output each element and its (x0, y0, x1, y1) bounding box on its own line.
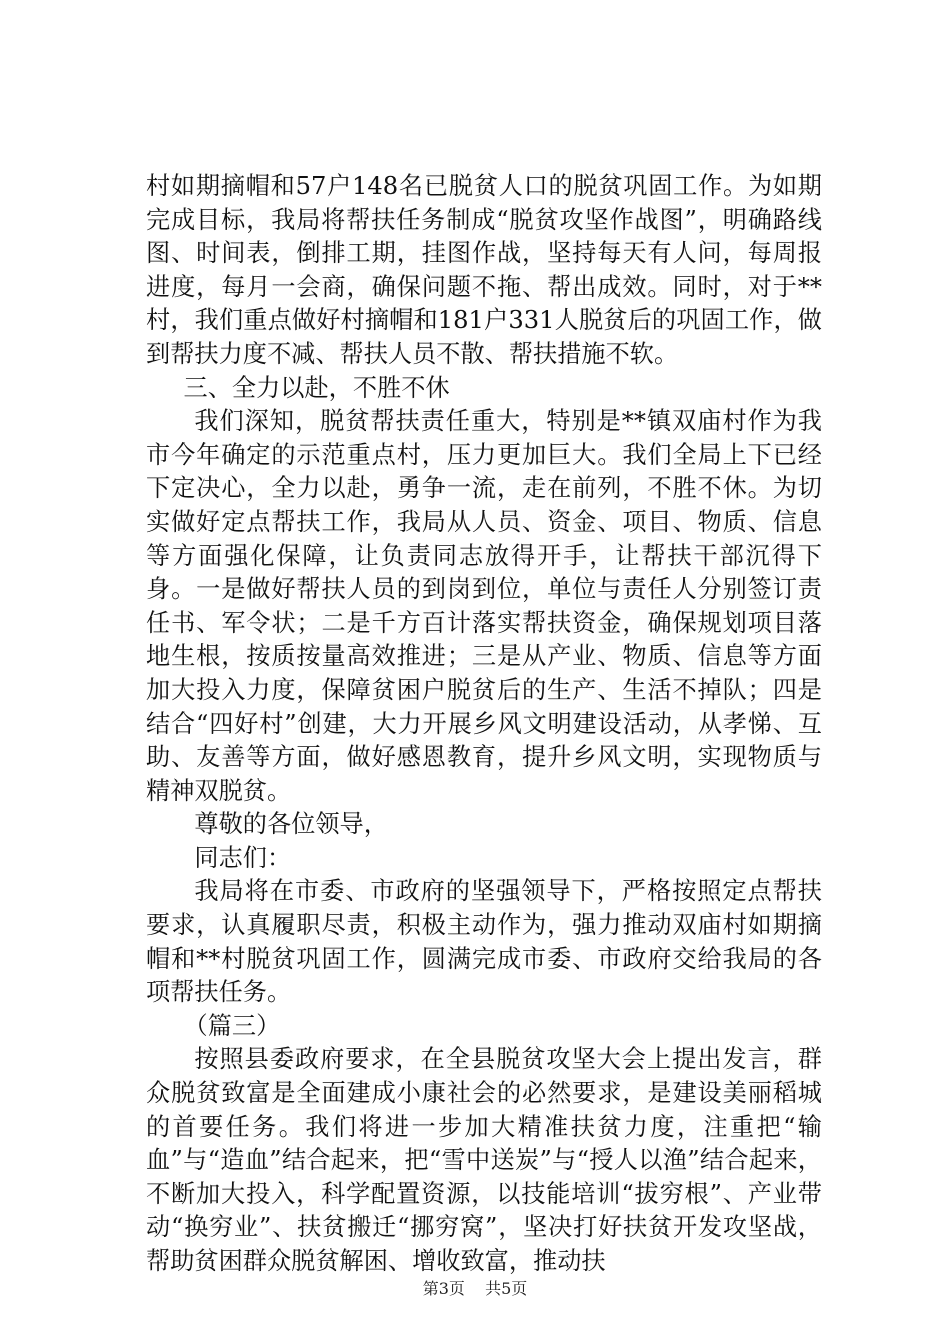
paragraph: 我们深知，脱贫帮扶责任重大，特别是**镇双庙村作为我市今年确定的示范重点村，压力更加巨大。我们全局上下已经下定决心，全力以赴，勇争一流，走在前列，不胜不休。为切实做好定点帮扶工作，我局从人员、资金、项目、物质、信息等方面强化保障，让负责同志放得开手，让帮扶干部沉得下身。一是做好帮扶人员的到岗到位，单位与责任人分别签订责任书、军令状；二是千方百计落实帮扶资金，确保规划项目落地生根，按质按量高效推进；三是从产业、物质、信息等方面加大投入力度，保障贫困户脱贫后的生产、生活不掉队；四是结合“四好村”创建，大力开展乡风文明建设活动，从孝悌、互助、友善等方面，做好感恩教育，提升乡风文明，实现物质与精神双脱贫。 (146, 407, 822, 805)
paragraph: 我局将在市委、市政府的坚强领导下，严格按照定点帮扶要求，认真履职尽责，积极主动作为，强力推动双庙村如期摘帽和**村脱贫巩固工作，圆满完成市委、市政府交给我局的各项帮扶任务。 (146, 877, 822, 1007)
document-body (146, 170, 822, 1279)
paragraph: 按照县委政府要求，在全县脱贫攻坚大会上提出发言，群众脱贫致富是全面建成小康社会的必然要求，是建设美丽稻城的首要任务。我们将进一步加大精准扶贫力度，注重把“输血”与“造血”结合起来，把“雪中送炭”与“授人以渔”结合起来，不断加大投入，科学配置资源，以技能培训“拔穷根”、产业带动“换穷业”、扶贫搬迁“挪穷窝”，坚决打好扶贫开发攻坚战，帮助贫困群众脱贫解困、增收致富，推动扶 (146, 1045, 822, 1275)
section-heading: 三、全力以赴，不胜不休 (183, 373, 450, 402)
page-total: 共5页 (485, 1279, 528, 1298)
page-footer (0, 1276, 950, 1299)
page-number: 第3页 (422, 1279, 465, 1298)
salutation-line: 同志们： (194, 843, 292, 872)
paragraph-continuation: 村如期摘帽和57户148名已脱贫人口的脱贫巩固工作。为如期完成目标，我局将帮扶任务制成“脱贫攻坚作战图”，明确路线图、时间表，倒排工期，挂图作战，坚持每天有人问，每周报进度，每月一会商，确保问题不拖、帮出成效。同时，对于**村，我们重点做好村摘帽和181户331人脱贫后的巩固工作，做到帮扶力度不减、帮扶人员不散、帮扶措施不软。 (146, 172, 822, 368)
salutation-line: 尊敬的各位领导， (194, 810, 388, 839)
section-heading: （篇三） (183, 1011, 281, 1040)
